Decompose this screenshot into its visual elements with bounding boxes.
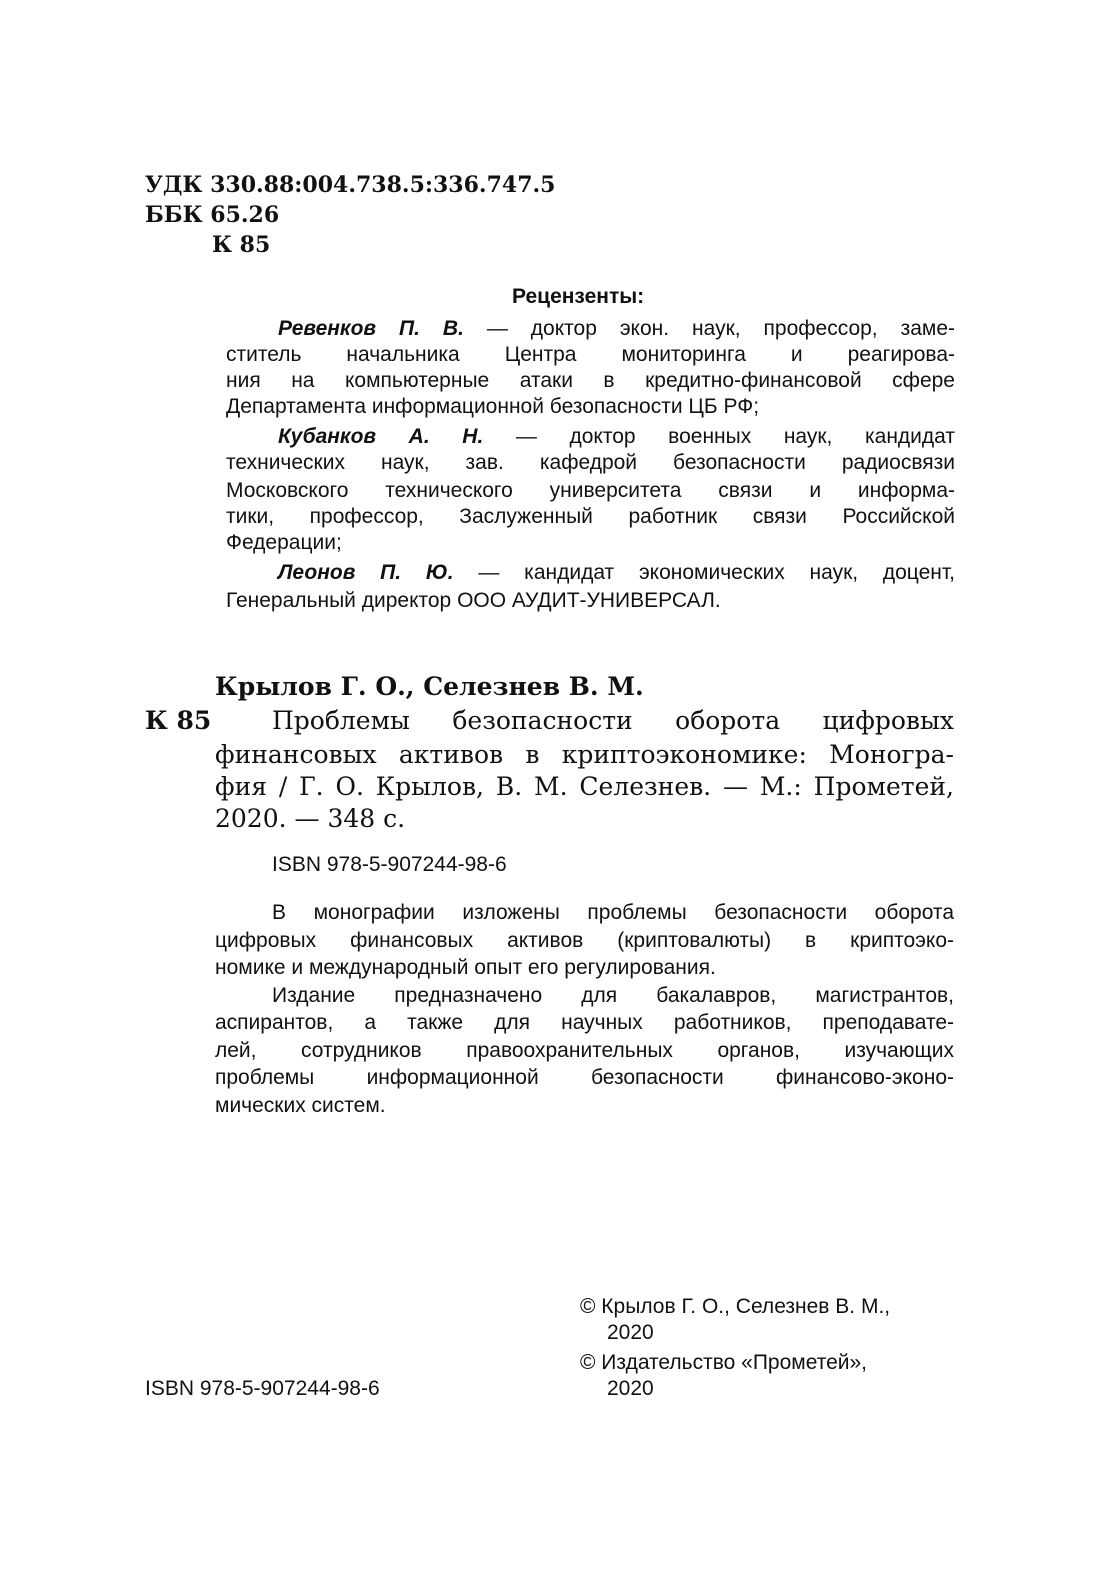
reviewers-heading: Рецензенты: — [512, 285, 645, 308]
book-authors: Крылов Г. О., Селезнев В. М. — [215, 672, 644, 701]
footer-isbn: ISBN 978-5-907244-98-6 — [145, 1377, 380, 1400]
copyright-authors-year: 2020 — [607, 1321, 654, 1344]
bibliography-mark: К 85 — [145, 706, 212, 735]
bibliography-line-2: финансовых активов в криптоэкономике: Моногра- — [215, 740, 954, 769]
copyright-publisher: © Издательство «Прометей», — [580, 1351, 868, 1374]
bibliography-line-1: Проблемы безопасности оборота цифровых — [272, 706, 954, 735]
annotation-p1-line-3: номике и международный опыт его регулирования. — [215, 956, 716, 979]
reviewer-1-line-4: Департамента информационной безопасности ЦБ РФ; — [226, 395, 760, 418]
reviewer-3-line-1 — [278, 560, 955, 586]
reviewer-2-line-3: Московского технического университета связи и информа- — [226, 479, 955, 502]
isbn-entry: ISBN 978-5-907244-98-6 — [272, 853, 507, 876]
reviewer-1-line-1 — [278, 316, 955, 342]
annotation-p2-line-2: аспирантов, а также для научных работников, преподавате- — [215, 1011, 954, 1034]
annotation-p2-line-1: Издание предназначено для бакалавров, магистрантов, — [272, 984, 954, 1007]
reviewer-2-line-4: тики, профессор, Заслуженный работник связи Российской — [226, 505, 955, 528]
annotation-p2-line-5: мических систем. — [215, 1094, 386, 1117]
copyright-authors: © Крылов Г. О., Селезнев В. М., — [580, 1295, 891, 1318]
reviewer-1-line-3: ния на компьютерные атаки в кредитно-финансовой сфере — [226, 369, 955, 392]
reviewer-1-name: Ревенков П. В. — [278, 317, 464, 340]
author-mark: К 85 — [212, 232, 271, 258]
reviewer-3-text: — кандидат экономических наук, доцент, — [453, 561, 955, 584]
bbk-code: ББК 65.26 — [145, 202, 280, 228]
copyright-publisher-year: 2020 — [607, 1377, 654, 1400]
annotation-p1-line-1: В монографии изложены проблемы безопасности оборота — [272, 901, 954, 924]
reviewer-2-line-1 — [278, 424, 955, 450]
reviewer-3-name: Леонов П. Ю. — [278, 561, 454, 584]
bibliography-line-3: фия / Г. О. Крылов, В. М. Селезнев. — М.: Прометей, — [215, 772, 954, 801]
reviewer-3-line-2: Генеральный директор ООО АУДИТ-УНИВЕРСАЛ. — [226, 589, 721, 612]
reviewer-1-text: — доктор экон. наук, профессор, заме- — [463, 317, 956, 340]
reviewer-2-line-2: технических наук, зав. кафедрой безопасности радиосвязи — [226, 451, 955, 474]
reviewer-2-text: — доктор военных наук, кандидат — [483, 425, 955, 448]
reviewer-2-line-5: Федерации; — [226, 531, 342, 554]
annotation-p2-line-3: лей, сотрудников правоохранительных органов, изучающих — [215, 1039, 954, 1062]
reviewer-2-name: Кубанков А. Н. — [278, 425, 484, 448]
annotation-p1-line-2: цифровых финансовых активов (криптовалюты) в криптоэко- — [215, 929, 954, 952]
bibliography-line-4: 2020. — 348 с. — [215, 804, 406, 833]
reviewer-1-line-2: ститель начальника Центра мониторинга и реагирова- — [226, 343, 955, 366]
annotation-p2-line-4: проблемы информационной безопасности финансово-эконо- — [215, 1066, 954, 1089]
udk-code: УДК 330.88:004.738.5:336.747.5 — [145, 172, 556, 198]
